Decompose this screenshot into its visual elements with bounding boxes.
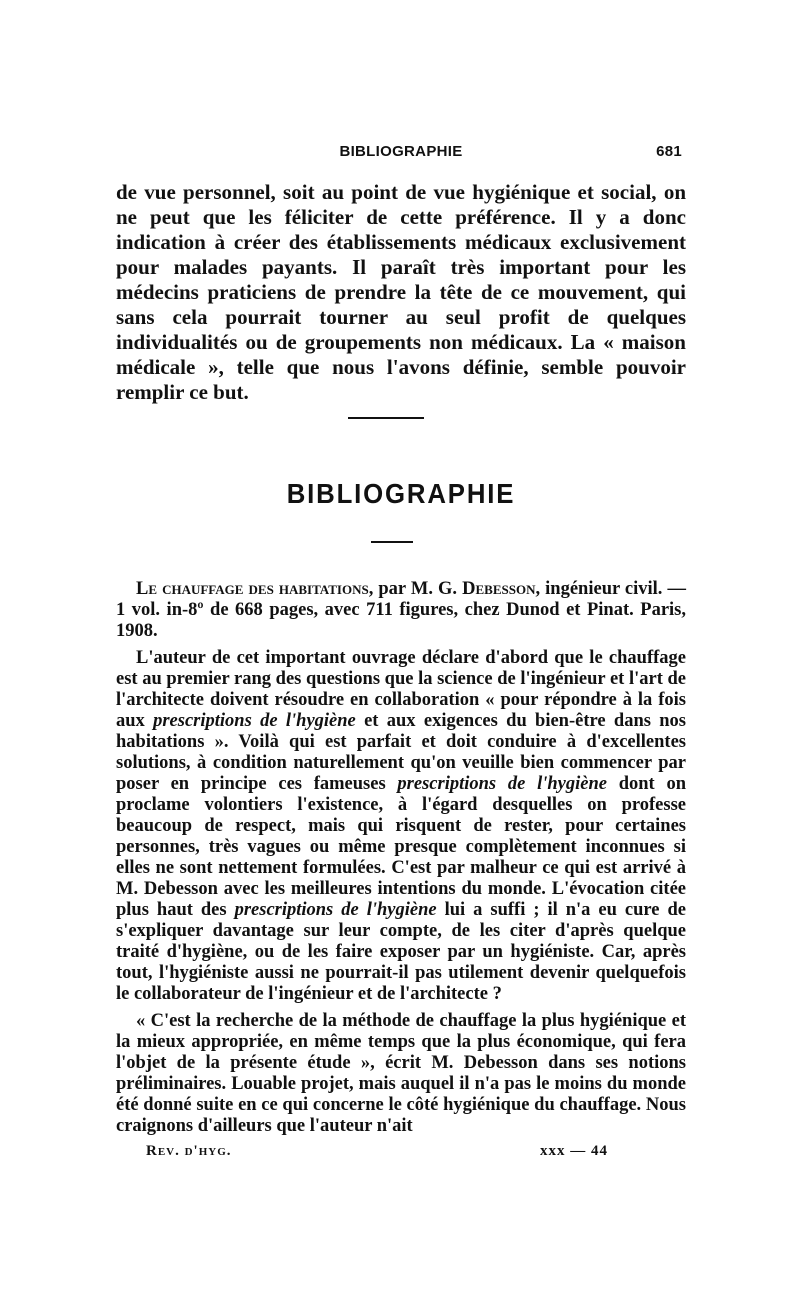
entry-details: , ingénieur civil. — 1 vol. in-8º de 668 pages, avec 711 figures, chez Dunod et Pinat. Paris, 1908. (116, 579, 687, 641)
page-number: 681 (656, 143, 682, 160)
review-emphasis: prescriptions de l'hygiène (153, 711, 356, 731)
review-text: dont on proclame volontiers l'existence, à l'égard desquelles on professe beaucoup de respect, mais qui risquent de rester, pour certaines personnes, très vagues ou même presque complètement inconnues si elles ne sont nettement formulées. C'est par malheur ce qui est arrivé à M. Debesson avec les meilleures intentions du monde. L'évocation citée plus haut des (116, 774, 686, 920)
running-title: BIBLIOGRAPHIE (339, 143, 463, 160)
section-heading: BIBLIOGRAPHIE (286, 478, 516, 509)
footer-journal: Rev. d'hyg. (146, 1143, 232, 1159)
review-emphasis: prescriptions de l'hygiène (397, 774, 607, 794)
running-head (116, 143, 686, 163)
review-text: et aux exigences du bien-être dans nos habitations ». Voilà qui est parfait et doit conduire à d'excellentes solutions, à condition naturellement qu'on veuille bien commencer par poser en principe ces fameuses (116, 711, 686, 794)
section-divider-bottom (371, 541, 413, 543)
bibliographic-entry (116, 579, 686, 642)
entry-title: Le chauffage des habitations, (136, 579, 374, 599)
review-text: L'auteur de cet important ouvrage déclare d'abord que le chauffage est au premier rang des questions que la science de l'ingénieur et l'art de l'architecte doivent résoudre en collaboration « pour répondre à la fois aux (116, 648, 686, 731)
lead-paragraph: de vue personnel, soit au point de vue hygiénique et social, on ne peut que les féliciter de cette préférence. Il y a donc indication à créer des établissements médicaux exclusivement pour malades payants. Il paraît très important pour les médecins praticiens de prendre la tête de ce mouvement, qui sans cela pourrait tourner au seul profit de quelques individualités ou de groupements non médicaux. La « maison médicale », telle que nous l'avons définie, semble pouvoir remplir ce but. (116, 180, 686, 404)
entry-author-intro: par M. G. (373, 579, 463, 599)
review-paragraph: « C'est la recherche de la méthode de chauffage la plus hygiénique et la mieux appropriée, en même temps que la plus économique, qui fera l'objet de la présente étude », écrit M. Debesson dans ses notions préliminaires. Louable projet, mais auquel il n'a pas le moins du monde été donné suite en ce qui concerne le côté hygiénique du chauffage. Nous craignons d'ailleurs que l'auteur n'ait (116, 1011, 686, 1136)
review-emphasis: prescriptions de l'hygiène (234, 900, 437, 920)
section-divider-top (348, 417, 424, 419)
review-text: lui a suffi ; il n'a eu cure de s'expliquer davantage sur leur compte, de les citer d'après quelque traité d'hygiène, ou de les faire exposer par un hygiéniste. Car, après tout, l'hygiéniste aussi ne pourrait-il pas utilement devenir quelquefois le collaborateur de l'ingénieur et de l'architecte ? (116, 900, 686, 1004)
review-paragraph (116, 648, 686, 1005)
footer-signature: xxx — 44 (540, 1143, 608, 1159)
entry-author: Debesson (462, 579, 536, 599)
page-footer (116, 1143, 686, 1163)
review-body (116, 579, 686, 1143)
